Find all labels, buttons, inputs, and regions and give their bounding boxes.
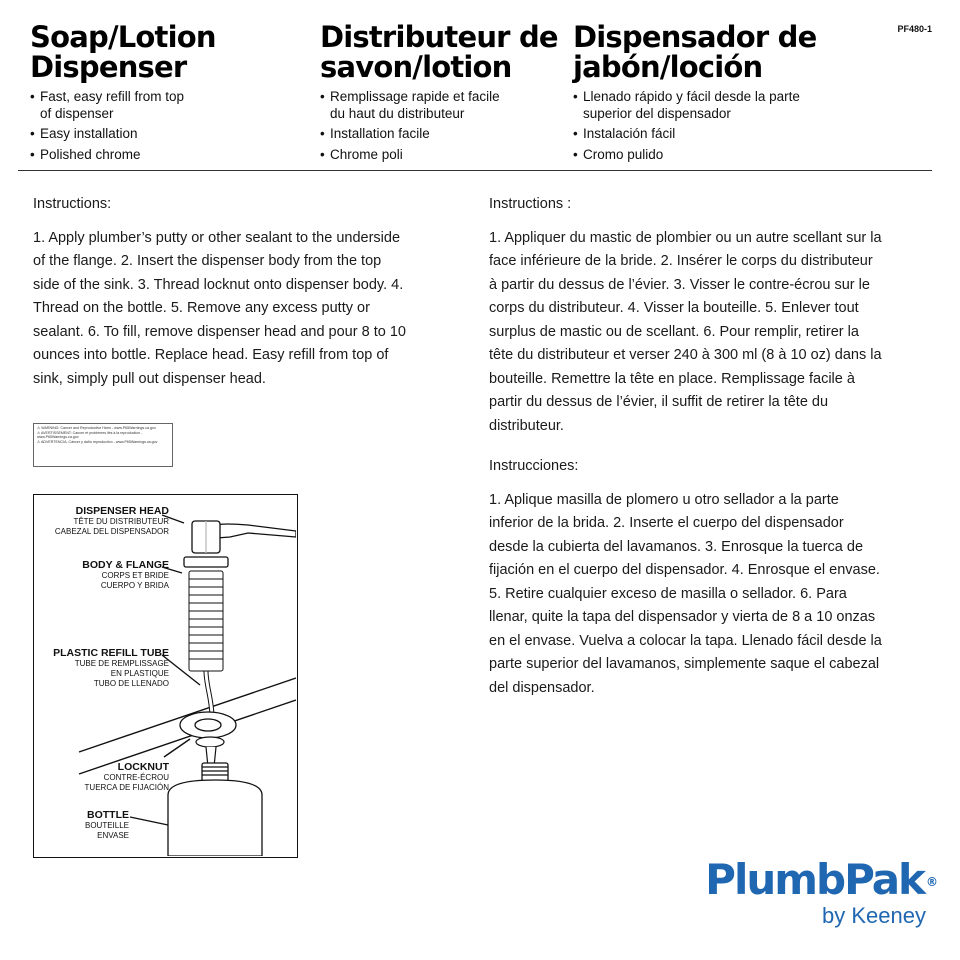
label-en: BODY & FLANGE — [82, 559, 169, 571]
label-fr: CONTRE-ÉCROU — [103, 773, 169, 782]
feature-text: Llenado rápido y fácil desde la parte — [583, 89, 800, 104]
label-fr: TUBE DE REMPLISSAGE — [74, 659, 169, 668]
feature-text: Installation facile — [330, 126, 430, 141]
features-spanish — [573, 86, 833, 165]
plumbpak-logo — [705, 855, 938, 930]
feature-item — [573, 123, 833, 144]
brand-byline: by Keeney — [822, 903, 926, 928]
header-english — [30, 22, 290, 165]
bottle-shape — [168, 763, 262, 856]
warning-line: ⚠ AVERTISSEMENT: Cancer et problèmes liés à la reproduction - www.P65Warnings.ca.gov — [37, 430, 143, 440]
label-es: CABEZAL DEL DISPENSADOR — [54, 527, 169, 536]
threaded-body-shape — [189, 571, 223, 671]
feature-text: Remplissage rapide et facile — [330, 89, 500, 104]
header-french — [320, 22, 560, 165]
feature-item — [320, 86, 560, 123]
label-locknut — [19, 761, 169, 793]
label-refill-tube — [19, 647, 169, 689]
title-spanish-line2: jabón/loción — [573, 50, 763, 84]
instructions-body: 1. Appliquer du mastic de plombier ou un autre scellant sur la face inférieure de la bride. 2. Insérer le corps du distributeur à partir du dessus de l’évier. 3. Visser le contre-écrou sur le corps du distributeur. 4. Visser la bouteille. 5. Enlever tout surplus de mastic ou de scellant. 6. Pour remplir, retirer la tête du distributeur et verser 240 à 300 ml (8 à 10 oz) dans la bouteille. Remettre la tête en place. Remplissage facile à partir du dessus de l’évier, il suffit de retirer la tête du distributeur. — [489, 229, 882, 434]
feature-text: Chrome poli — [330, 147, 403, 162]
label-en: PLASTIC REFILL TUBE — [53, 647, 169, 659]
instructions-body: 1. Apply plumber’s putty or other sealant to the underside of the flange. 2. Insert the dispenser body from the top side of the sink. 3. Thread locknut onto dispenser body. 4. Thread on the bottle. 5. Remove any excess putty or sealant. 6. To fill, remove dispenser head and pour 8 to 10 ounces into bottle. Replace head. Easy refill from top of sink, simply pull out dispenser head. — [33, 229, 406, 387]
feature-item — [320, 144, 560, 165]
feature-text: Instalación fácil — [583, 126, 676, 141]
brand-name: PlumbPak — [705, 855, 924, 904]
title-french-line2: savon/lotion — [320, 50, 512, 84]
feature-text: Fast, easy refill from top — [40, 89, 185, 104]
feature-text: Cromo pulido — [583, 147, 664, 162]
label-bottle — [19, 809, 129, 841]
feature-item — [320, 123, 560, 144]
instructions-heading: Instructions: — [33, 196, 112, 212]
label-en: DISPENSER HEAD — [75, 505, 169, 517]
title-spanish — [573, 22, 833, 82]
title-english-line2: Dispenser — [30, 50, 187, 84]
warning-line: ⚠ WARNING: Cancer and Reproductive Harm - www.P65Warnings.ca.gov — [37, 426, 156, 430]
label-fr: TÊTE DU DISTRIBUTEUR — [73, 517, 169, 526]
header-divider — [18, 170, 932, 171]
brand-wordmark — [705, 855, 938, 904]
leader-bottle — [130, 817, 168, 825]
title-french — [320, 22, 560, 82]
feature-item — [30, 144, 290, 165]
feature-item — [573, 86, 833, 123]
label-es: ENVASE — [97, 831, 129, 840]
title-spanish-line1: Dispensador de — [573, 20, 817, 54]
header-spanish — [573, 22, 833, 165]
label-fr: BOUTEILLE — [84, 821, 129, 830]
dispenser-head-shape — [184, 521, 296, 567]
flange-shape — [180, 712, 236, 738]
feature-text: Polished chrome — [40, 147, 141, 162]
refill-tube-shape — [204, 671, 214, 717]
label-fr: CORPS ET BRIDE — [101, 571, 169, 580]
feature-item — [30, 86, 290, 123]
feature-item — [573, 144, 833, 165]
label-fr-cont: EN PLASTIQUE — [110, 669, 169, 678]
leader-locknut — [164, 739, 190, 757]
product-code: PF480-1 — [897, 24, 932, 34]
label-es: CUERPO Y BRIDA — [100, 581, 169, 590]
label-body-flange — [19, 559, 169, 591]
features-french — [320, 86, 560, 165]
label-en: LOCKNUT — [117, 761, 169, 773]
warning-line: ⚠ ADVERTENCIA: Cáncer y daño reproductivo - www.P65Warnings.ca.gov — [37, 439, 158, 444]
title-french-line1: Distributeur de — [320, 20, 558, 54]
feature-text: Easy installation — [40, 126, 138, 141]
instructions-heading: Instructions : — [489, 196, 572, 212]
feature-text-cont: du haut du distributeur — [330, 106, 465, 121]
instructions-french — [489, 193, 884, 438]
label-dispenser-head — [19, 505, 169, 537]
label-en: BOTTLE — [87, 809, 129, 821]
label-es: TUBO DE LLENADO — [93, 679, 169, 688]
prop65-warning-label — [33, 423, 173, 467]
instructions-body: 1. Aplique masilla de plomero u otro sellador a la parte inferior de la brida. 2. Inserte el cuerpo del dispensador desde la cubierta del lavamanos. 3. Enrosque la tuerca de fijación en el cuerpo del dispensador. 4. Enrosque el envase. 5. Retire cualquier exceso de masilla o sellador. 6. Para llenar, quite la tapa del dispensador y vierta de 8 a 10 onzas en el envase. Vuelva a colocar la tapa. Llenado fácil desde la parte superior del lavamanos, simplemente saque el cabezal del dispensador. — [489, 491, 882, 696]
instructions-spanish — [489, 455, 884, 700]
feature-text-cont: superior del dispensador — [583, 106, 731, 121]
instructions-english — [33, 193, 408, 391]
title-english — [30, 22, 290, 82]
instructions-heading: Instrucciones: — [489, 458, 579, 474]
label-es: TUERCA DE FIJACIÓN — [84, 783, 169, 792]
feature-text-cont: of dispenser — [40, 106, 114, 121]
parts-diagram — [33, 494, 298, 858]
registered-mark: ® — [926, 875, 938, 889]
title-english-line1: Soap/Lotion — [30, 20, 216, 54]
features-english — [30, 86, 290, 165]
feature-item — [30, 123, 290, 144]
